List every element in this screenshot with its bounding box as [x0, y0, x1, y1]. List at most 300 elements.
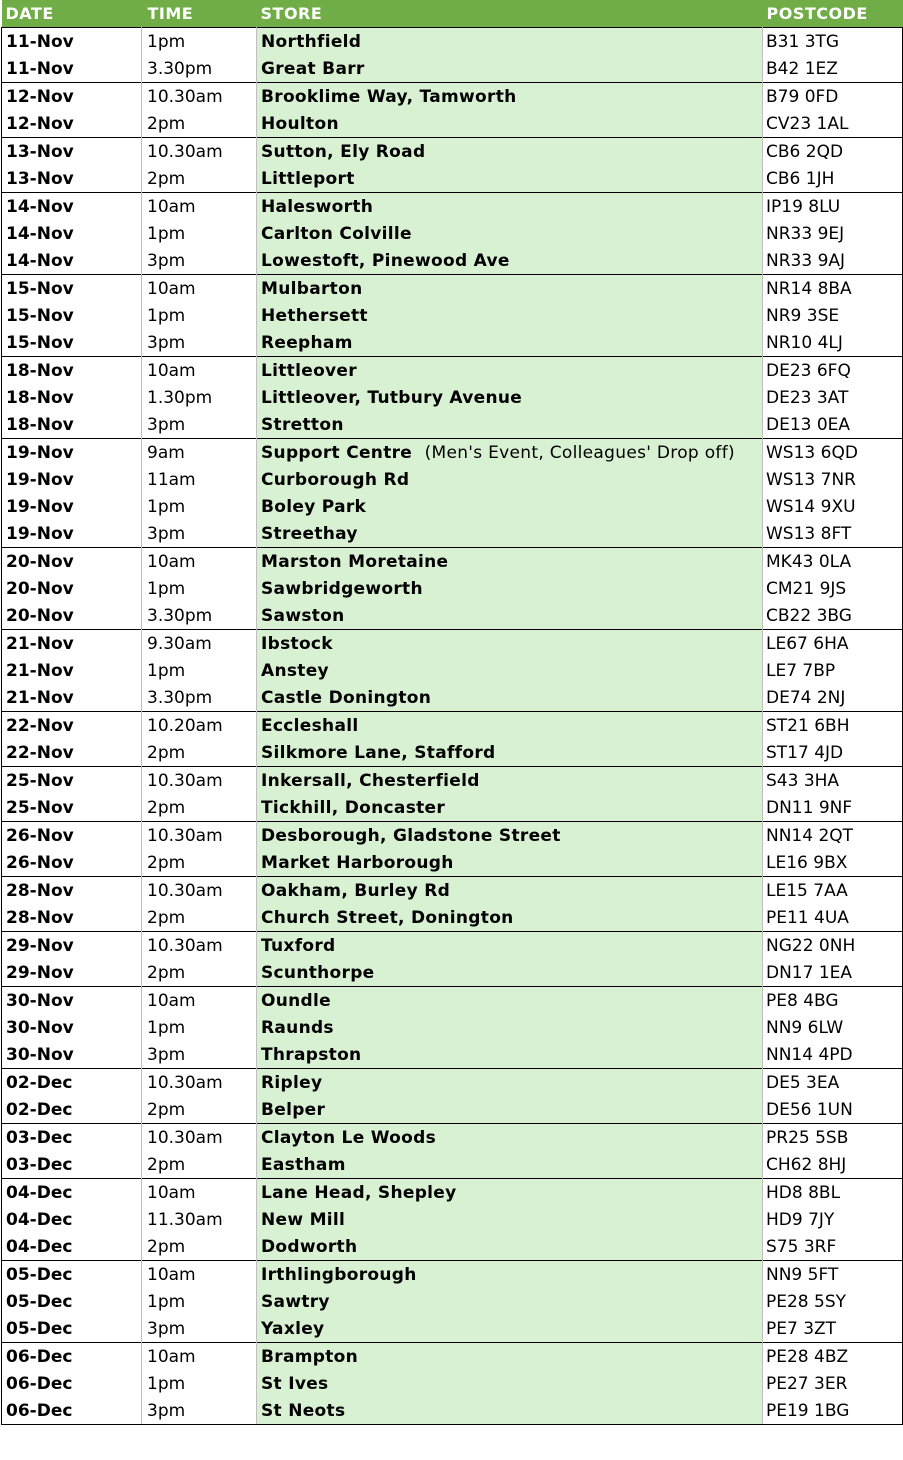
time-cell: 1pm: [142, 28, 257, 56]
store-name: Sawtry: [261, 1291, 330, 1312]
time-cell: 3pm: [142, 329, 257, 357]
store-name: Littleover, Tutbury Avenue: [261, 387, 523, 408]
table-row: [2, 602, 903, 630]
store-name: Anstey: [261, 660, 329, 681]
header-postcode: POSTCODE: [763, 0, 903, 28]
store-cell: [257, 794, 763, 822]
store-name: Oundle: [261, 990, 331, 1011]
postcode-cell: CB22 3BG: [763, 602, 903, 630]
table-row: [2, 247, 903, 275]
date-cell: 11-Nov: [2, 55, 142, 83]
time-cell: 10.30am: [142, 877, 257, 905]
postcode-cell: ST17 4JD: [763, 739, 903, 767]
table-row: [2, 684, 903, 712]
store-cell: [257, 987, 763, 1015]
store-name: Support Centre: [261, 442, 413, 463]
store-name: Oakham, Burley Rd: [261, 880, 451, 901]
date-cell: 26-Nov: [2, 849, 142, 877]
store-name: Ripley: [261, 1072, 323, 1093]
store-cell: [257, 822, 763, 850]
date-cell: 22-Nov: [2, 712, 142, 740]
time-cell: 2pm: [142, 165, 257, 193]
table-row: [2, 1124, 903, 1152]
table-row: [2, 1151, 903, 1179]
postcode-cell: PE28 5SY: [763, 1288, 903, 1315]
store-name: Sawbridgeworth: [261, 578, 423, 599]
date-cell: 05-Dec: [2, 1315, 142, 1343]
time-cell: 10am: [142, 1179, 257, 1207]
time-cell: 3.30pm: [142, 684, 257, 712]
table-row: [2, 28, 903, 56]
time-cell: 3pm: [142, 1397, 257, 1425]
store-name: Lowestoft, Pinewood Ave: [261, 250, 510, 271]
store-cell: [257, 193, 763, 221]
postcode-cell: B31 3TG: [763, 28, 903, 56]
store-cell: [257, 657, 763, 684]
time-cell: 2pm: [142, 849, 257, 877]
postcode-cell: LE16 9BX: [763, 849, 903, 877]
store-cell: [257, 1261, 763, 1289]
date-cell: 02-Dec: [2, 1096, 142, 1124]
store-cell: [257, 959, 763, 987]
store-name: Reepham: [261, 332, 353, 353]
date-cell: 30-Nov: [2, 1014, 142, 1041]
table-row: [2, 1206, 903, 1233]
store-cell: [257, 384, 763, 411]
postcode-cell: S75 3RF: [763, 1233, 903, 1261]
store-name: Castle Donington: [261, 687, 432, 708]
store-cell: [257, 493, 763, 520]
store-note: (Men's Event, Colleagues' Drop off): [424, 442, 735, 463]
store-cell: [257, 247, 763, 275]
postcode-cell: WS14 9XU: [763, 493, 903, 520]
table-row: [2, 712, 903, 740]
store-name: Ibstock: [261, 633, 333, 654]
postcode-cell: MK43 0LA: [763, 548, 903, 576]
store-name: Brooklime Way, Tamworth: [261, 86, 517, 107]
date-cell: 06-Dec: [2, 1370, 142, 1397]
store-cell: [257, 712, 763, 740]
time-cell: 3pm: [142, 1041, 257, 1069]
table-row: [2, 987, 903, 1015]
postcode-cell: NR10 4LJ: [763, 329, 903, 357]
store-cell: [257, 110, 763, 138]
postcode-cell: DN11 9NF: [763, 794, 903, 822]
table-row: [2, 302, 903, 329]
postcode-cell: NG22 0NH: [763, 932, 903, 960]
time-cell: 10.30am: [142, 767, 257, 795]
postcode-cell: CB6 1JH: [763, 165, 903, 193]
store-cell: [257, 1179, 763, 1207]
time-cell: 2pm: [142, 1151, 257, 1179]
table-row: [2, 138, 903, 166]
time-cell: 10.30am: [142, 1069, 257, 1097]
store-cell: [257, 220, 763, 247]
time-cell: 1pm: [142, 1288, 257, 1315]
postcode-cell: DE23 6FQ: [763, 357, 903, 385]
table-row: [2, 548, 903, 576]
time-cell: 2pm: [142, 959, 257, 987]
store-cell: [257, 165, 763, 193]
table-row: [2, 55, 903, 83]
store-cell: [257, 329, 763, 357]
postcode-cell: DE74 2NJ: [763, 684, 903, 712]
table-row: [2, 220, 903, 247]
store-name: Houlton: [261, 113, 339, 134]
table-row: [2, 165, 903, 193]
time-cell: 3.30pm: [142, 602, 257, 630]
time-cell: 10.30am: [142, 932, 257, 960]
store-cell: [257, 1397, 763, 1425]
date-cell: 26-Nov: [2, 822, 142, 850]
postcode-cell: PE28 4BZ: [763, 1343, 903, 1371]
table-row: [2, 411, 903, 439]
date-cell: 05-Dec: [2, 1288, 142, 1315]
postcode-cell: PR25 5SB: [763, 1124, 903, 1152]
store-cell: [257, 548, 763, 576]
time-cell: 10am: [142, 275, 257, 303]
postcode-cell: NN14 2QT: [763, 822, 903, 850]
store-cell: [257, 302, 763, 329]
time-cell: 10am: [142, 357, 257, 385]
postcode-cell: CH62 8HJ: [763, 1151, 903, 1179]
store-name: St Neots: [261, 1400, 346, 1421]
date-cell: 14-Nov: [2, 193, 142, 221]
date-cell: 29-Nov: [2, 932, 142, 960]
time-cell: 2pm: [142, 794, 257, 822]
time-cell: 2pm: [142, 1233, 257, 1261]
store-name: New Mill: [261, 1209, 346, 1230]
postcode-cell: WS13 8FT: [763, 520, 903, 548]
date-cell: 14-Nov: [2, 220, 142, 247]
date-cell: 15-Nov: [2, 329, 142, 357]
time-cell: 11am: [142, 466, 257, 493]
store-cell: [257, 767, 763, 795]
date-cell: 13-Nov: [2, 138, 142, 166]
date-cell: 25-Nov: [2, 767, 142, 795]
table-row: [2, 275, 903, 303]
store-name: Church Street, Donington: [261, 907, 514, 928]
time-cell: 3pm: [142, 1315, 257, 1343]
date-cell: 13-Nov: [2, 165, 142, 193]
store-name: Littleport: [261, 168, 355, 189]
time-cell: 1pm: [142, 1370, 257, 1397]
table-row: [2, 959, 903, 987]
store-name: Eastham: [261, 1154, 346, 1175]
table-row: [2, 657, 903, 684]
postcode-cell: HD8 8BL: [763, 1179, 903, 1207]
postcode-cell: B79 0FD: [763, 83, 903, 111]
date-cell: 30-Nov: [2, 1041, 142, 1069]
store-name: Brampton: [261, 1346, 359, 1367]
date-cell: 21-Nov: [2, 630, 142, 658]
table-row: [2, 1233, 903, 1261]
store-cell: [257, 1151, 763, 1179]
table-row: [2, 822, 903, 850]
store-cell: [257, 1096, 763, 1124]
store-cell: [257, 1014, 763, 1041]
date-cell: 25-Nov: [2, 794, 142, 822]
date-cell: 05-Dec: [2, 1261, 142, 1289]
store-name: Tickhill, Doncaster: [261, 797, 446, 818]
postcode-cell: S43 3HA: [763, 767, 903, 795]
time-cell: 10am: [142, 1261, 257, 1289]
postcode-cell: CV23 1AL: [763, 110, 903, 138]
table-row: [2, 794, 903, 822]
table-row: [2, 1014, 903, 1041]
date-cell: 04-Dec: [2, 1179, 142, 1207]
table-row: [2, 1343, 903, 1371]
postcode-cell: LE15 7AA: [763, 877, 903, 905]
store-name: Littleover: [261, 360, 357, 381]
date-cell: 02-Dec: [2, 1069, 142, 1097]
store-name: Eccleshall: [261, 715, 359, 736]
table-row: [2, 849, 903, 877]
time-cell: 10.30am: [142, 1124, 257, 1152]
date-cell: 18-Nov: [2, 357, 142, 385]
store-name: Sawston: [261, 605, 345, 626]
store-cell: [257, 1069, 763, 1097]
date-cell: 11-Nov: [2, 28, 142, 56]
store-name: Marston Moretaine: [261, 551, 449, 572]
table-row: [2, 110, 903, 138]
postcode-cell: NN14 4PD: [763, 1041, 903, 1069]
time-cell: 11.30am: [142, 1206, 257, 1233]
postcode-cell: NR33 9EJ: [763, 220, 903, 247]
postcode-cell: PE8 4BG: [763, 987, 903, 1015]
store-name: Raunds: [261, 1017, 334, 1038]
store-cell: [257, 1206, 763, 1233]
store-cell: [257, 575, 763, 602]
time-cell: 10am: [142, 987, 257, 1015]
date-cell: 06-Dec: [2, 1343, 142, 1371]
table-row: [2, 1069, 903, 1097]
table-row: [2, 1096, 903, 1124]
postcode-cell: DN17 1EA: [763, 959, 903, 987]
time-cell: 1pm: [142, 220, 257, 247]
store-cell: [257, 602, 763, 630]
date-cell: 04-Dec: [2, 1206, 142, 1233]
store-name: Desborough, Gladstone Street: [261, 825, 561, 846]
store-cell: [257, 138, 763, 166]
date-cell: 15-Nov: [2, 302, 142, 329]
table-row: [2, 1179, 903, 1207]
time-cell: 9am: [142, 439, 257, 467]
schedule-table: [1, 0, 903, 1425]
time-cell: 10.30am: [142, 138, 257, 166]
postcode-cell: HD9 7JY: [763, 1206, 903, 1233]
table-row: [2, 739, 903, 767]
store-cell: [257, 55, 763, 83]
postcode-cell: NN9 5FT: [763, 1261, 903, 1289]
table-row: [2, 329, 903, 357]
store-cell: [257, 849, 763, 877]
postcode-cell: ST21 6BH: [763, 712, 903, 740]
table-row: [2, 493, 903, 520]
table-row: [2, 384, 903, 411]
date-cell: 14-Nov: [2, 247, 142, 275]
postcode-cell: WS13 7NR: [763, 466, 903, 493]
time-cell: 1pm: [142, 493, 257, 520]
time-cell: 1pm: [142, 657, 257, 684]
store-name: Dodworth: [261, 1236, 358, 1257]
time-cell: 10am: [142, 193, 257, 221]
header-store: STORE: [257, 0, 763, 28]
store-cell: [257, 630, 763, 658]
store-name: Market Harborough: [261, 852, 454, 873]
store-name: St Ives: [261, 1373, 329, 1394]
time-cell: 10.30am: [142, 83, 257, 111]
store-name: Great Barr: [261, 58, 365, 79]
date-cell: 21-Nov: [2, 657, 142, 684]
time-cell: 3pm: [142, 247, 257, 275]
store-cell: [257, 1233, 763, 1261]
store-cell: [257, 1288, 763, 1315]
time-cell: 1.30pm: [142, 384, 257, 411]
table-row: [2, 83, 903, 111]
date-cell: 28-Nov: [2, 904, 142, 932]
postcode-cell: DE13 0EA: [763, 411, 903, 439]
date-cell: 19-Nov: [2, 466, 142, 493]
date-cell: 19-Nov: [2, 520, 142, 548]
store-name: Hethersett: [261, 305, 368, 326]
table-row: [2, 1261, 903, 1289]
postcode-cell: PE7 3ZT: [763, 1315, 903, 1343]
postcode-cell: NR33 9AJ: [763, 247, 903, 275]
time-cell: 9.30am: [142, 630, 257, 658]
table-row: [2, 904, 903, 932]
date-cell: 20-Nov: [2, 602, 142, 630]
store-cell: [257, 1124, 763, 1152]
store-name: Northfield: [261, 31, 362, 52]
store-name: Thrapston: [261, 1044, 362, 1065]
store-name: Irthlingborough: [261, 1264, 417, 1285]
date-cell: 28-Nov: [2, 877, 142, 905]
store-name: Streethay: [261, 523, 358, 544]
store-cell: [257, 1343, 763, 1371]
store-name: Curborough Rd: [261, 469, 410, 490]
postcode-cell: IP19 8LU: [763, 193, 903, 221]
date-cell: 04-Dec: [2, 1233, 142, 1261]
time-cell: 3.30pm: [142, 55, 257, 83]
time-cell: 2pm: [142, 1096, 257, 1124]
date-cell: 22-Nov: [2, 739, 142, 767]
store-name: Carlton Colville: [261, 223, 412, 244]
table-row: [2, 1041, 903, 1069]
store-cell: [257, 439, 763, 467]
store-cell: [257, 1041, 763, 1069]
store-name: Stretton: [261, 414, 344, 435]
postcode-cell: B42 1EZ: [763, 55, 903, 83]
store-cell: [257, 275, 763, 303]
header-date: DATE: [2, 0, 142, 28]
table-row: [2, 767, 903, 795]
time-cell: 2pm: [142, 739, 257, 767]
date-cell: 03-Dec: [2, 1124, 142, 1152]
time-cell: 10am: [142, 1343, 257, 1371]
table-row: [2, 439, 903, 467]
store-name: Belper: [261, 1099, 326, 1120]
date-cell: 12-Nov: [2, 110, 142, 138]
time-cell: 2pm: [142, 904, 257, 932]
schedule-rows: [2, 28, 903, 1425]
time-cell: 10.20am: [142, 712, 257, 740]
store-cell: [257, 904, 763, 932]
date-cell: 06-Dec: [2, 1397, 142, 1425]
date-cell: 29-Nov: [2, 959, 142, 987]
postcode-cell: CB6 2QD: [763, 138, 903, 166]
postcode-cell: DE5 3EA: [763, 1069, 903, 1097]
time-cell: 3pm: [142, 411, 257, 439]
date-cell: 18-Nov: [2, 411, 142, 439]
time-cell: 1pm: [142, 1014, 257, 1041]
store-cell: [257, 357, 763, 385]
date-cell: 18-Nov: [2, 384, 142, 411]
date-cell: 19-Nov: [2, 493, 142, 520]
store-name: Silkmore Lane, Stafford: [261, 742, 496, 763]
header-time: TIME: [142, 0, 257, 28]
store-name: Lane Head, Shepley: [261, 1182, 457, 1203]
header-row: [2, 0, 903, 28]
date-cell: 03-Dec: [2, 1151, 142, 1179]
table-row: [2, 1315, 903, 1343]
postcode-cell: LE7 7BP: [763, 657, 903, 684]
table-row: [2, 520, 903, 548]
table-row: [2, 1370, 903, 1397]
store-name: Tuxford: [261, 935, 336, 956]
table-row: [2, 1397, 903, 1425]
store-cell: [257, 466, 763, 493]
postcode-cell: LE67 6HA: [763, 630, 903, 658]
date-cell: 19-Nov: [2, 439, 142, 467]
store-name: Sutton, Ely Road: [261, 141, 426, 162]
store-name: Mulbarton: [261, 278, 363, 299]
store-name: Scunthorpe: [261, 962, 375, 983]
store-cell: [257, 932, 763, 960]
table-row: [2, 877, 903, 905]
time-cell: 1pm: [142, 302, 257, 329]
store-name: Clayton Le Woods: [261, 1127, 437, 1148]
table-row: [2, 575, 903, 602]
postcode-cell: NN9 6LW: [763, 1014, 903, 1041]
postcode-cell: NR14 8BA: [763, 275, 903, 303]
table-row: [2, 1288, 903, 1315]
table-row: [2, 466, 903, 493]
date-cell: 20-Nov: [2, 575, 142, 602]
time-cell: 1pm: [142, 575, 257, 602]
postcode-cell: PE19 1BG: [763, 1397, 903, 1425]
store-name: Inkersall, Chesterfield: [261, 770, 480, 791]
store-name: Boley Park: [261, 496, 367, 517]
store-cell: [257, 877, 763, 905]
table-row: [2, 932, 903, 960]
time-cell: 3pm: [142, 520, 257, 548]
table-row: [2, 630, 903, 658]
date-cell: 21-Nov: [2, 684, 142, 712]
postcode-cell: DE56 1UN: [763, 1096, 903, 1124]
postcode-cell: PE11 4UA: [763, 904, 903, 932]
table-row: [2, 357, 903, 385]
time-cell: 10.30am: [142, 822, 257, 850]
date-cell: 20-Nov: [2, 548, 142, 576]
store-cell: [257, 411, 763, 439]
date-cell: 30-Nov: [2, 987, 142, 1015]
store-name: Halesworth: [261, 196, 374, 217]
time-cell: 2pm: [142, 110, 257, 138]
postcode-cell: CM21 9JS: [763, 575, 903, 602]
store-name: Yaxley: [261, 1318, 325, 1339]
store-cell: [257, 1315, 763, 1343]
